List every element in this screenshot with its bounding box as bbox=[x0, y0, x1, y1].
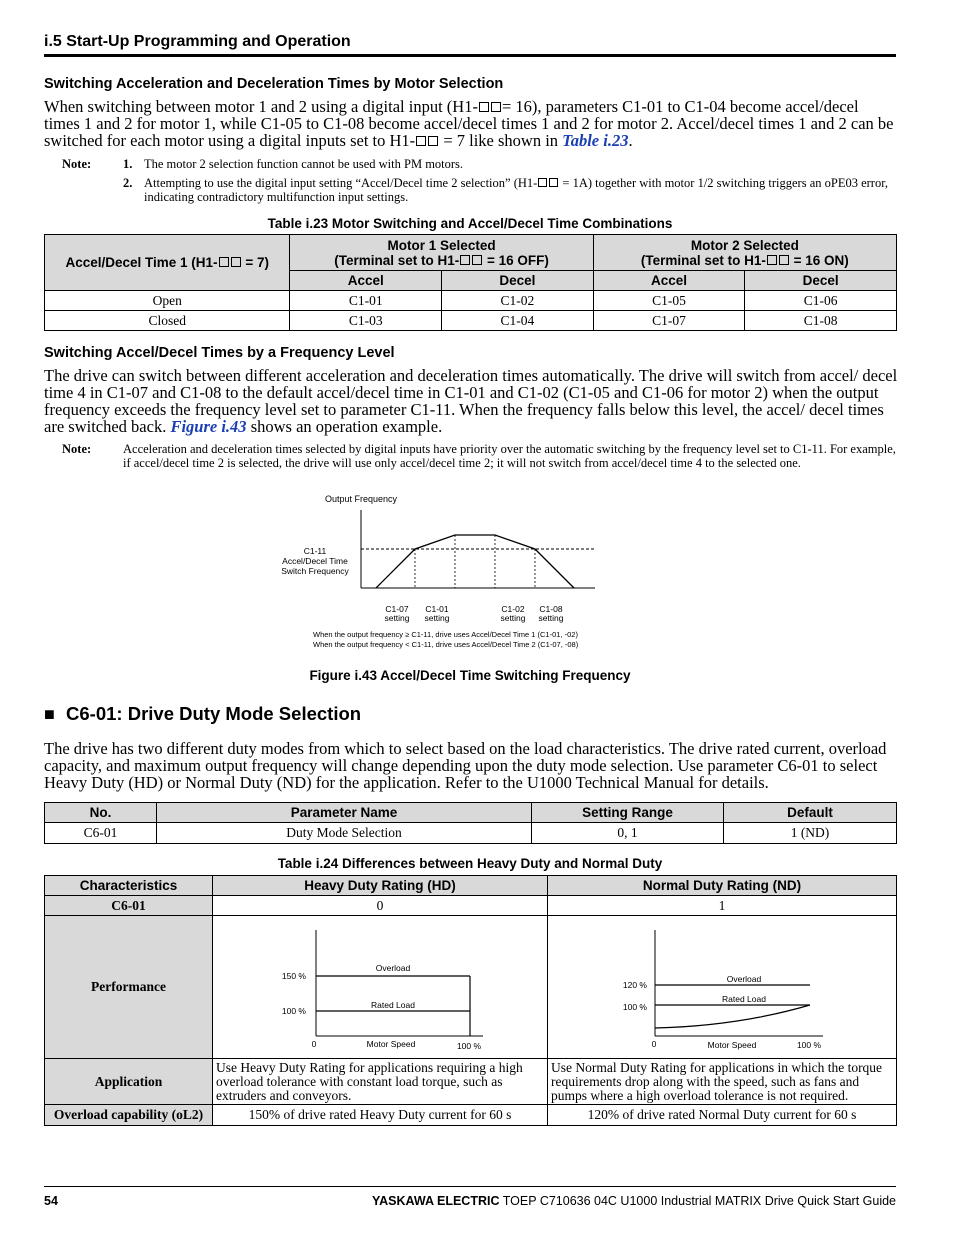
motor-switching-table bbox=[44, 234, 897, 331]
level-label: Switch Frequency bbox=[281, 566, 349, 576]
x-axis-label: Motor Speed bbox=[707, 1040, 757, 1050]
output-frequency-curve bbox=[376, 535, 574, 588]
table-header: Characteristics bbox=[45, 876, 213, 896]
y-tick-label: 120 % bbox=[622, 980, 647, 990]
table-cell: C6-01 bbox=[45, 823, 157, 844]
segment-label: setting bbox=[384, 613, 410, 623]
rated-load-label: Rated Load bbox=[722, 994, 766, 1004]
table-row bbox=[45, 1059, 897, 1105]
table-row bbox=[45, 291, 897, 311]
table-cell: C1-07 bbox=[593, 311, 745, 331]
table-header: Parameter Name bbox=[157, 803, 532, 823]
x-tick-label: 0 bbox=[651, 1039, 657, 1049]
x-axis-label: Motor Speed bbox=[366, 1039, 416, 1049]
paragraph-text: The drive can switch between different acceleration and deceleration times automatically. The drive will switch from accel/ decel time 4 in C1-07 and C1-08 to the default accel/decel time in C1-01 and C1-02 (C1-05 and C1-06 for motor 2) when the output frequency exceeds the frequency level set to parameter C1-11. When the frequency falls below this level, the accel/ decel times are switched back. bbox=[44, 366, 898, 436]
level-label: C1-11 bbox=[303, 546, 327, 556]
table-cell: 150% of drive rated Heavy Duty current for 60 s bbox=[213, 1105, 548, 1126]
table-cell: Duty Mode Selection bbox=[157, 823, 532, 844]
table-header: No. bbox=[45, 803, 157, 823]
table-subheader: Accel bbox=[593, 271, 745, 291]
table-cell: C1-06 bbox=[745, 291, 897, 311]
paragraph-text: = 16), parameters C1-01 to C1-04 become accel/decel times 1 and 2 for motor 1, while C1-05 to C1-08 become accel/decel times 1 and 2 for motor 2. Accel/decel times 1 and 2 can be switched for each motor using a digital inputs set to H1- bbox=[44, 97, 894, 150]
section-heading-duty-mode bbox=[44, 703, 361, 725]
footer-rule bbox=[44, 1186, 896, 1187]
section-header: i.5 Start-Up Programming and Operation bbox=[44, 33, 351, 50]
row-label: C6-01 bbox=[45, 896, 213, 916]
table-row bbox=[45, 1105, 897, 1126]
rated-load-label: Rated Load bbox=[371, 1000, 415, 1010]
table-subheader: Decel bbox=[442, 271, 594, 291]
table-caption: Table i.23 Motor Switching and Accel/Decel Time Combinations bbox=[267, 216, 673, 231]
placeholder-box-icon bbox=[549, 178, 558, 187]
x-tick-label: 0 bbox=[311, 1039, 317, 1049]
table-header: Setting Range bbox=[532, 803, 724, 823]
section-heading-frequency-level: Switching Accel/Decel Times by a Frequency Level bbox=[44, 345, 395, 361]
table-header-motor-1: Motor 1 Selected (Terminal set to H1- = 16 OFF) bbox=[290, 235, 593, 271]
segment-label: C1-02 bbox=[501, 604, 525, 614]
legend-line: When the output frequency ≥ C1-11, drive uses Accel/Decel Time 1 (C1-01, -02) bbox=[313, 630, 578, 639]
paragraph-frequency-level bbox=[44, 367, 898, 435]
table-cell: 1 bbox=[548, 896, 897, 916]
accel-decel-switching-diagram bbox=[270, 490, 670, 655]
x-tick-label: 100 % bbox=[456, 1041, 482, 1051]
placeholder-box-icon bbox=[479, 102, 489, 112]
row-label: Application bbox=[45, 1059, 213, 1105]
table-caption: Table i.24 Differences between Heavy Duty and Normal Duty bbox=[277, 856, 663, 871]
note-text: = 1A) together with motor 1/2 switching triggers an oPE03 error, indicating contradictory multifunction input settings. bbox=[144, 176, 889, 204]
page-number: 54 bbox=[44, 1194, 58, 1208]
table-subheader: Accel bbox=[290, 271, 442, 291]
table-row bbox=[45, 311, 897, 331]
table-cell: 0 bbox=[213, 896, 548, 916]
table-cell: Closed bbox=[45, 311, 290, 331]
paragraph-text: = 7 like shown in bbox=[439, 131, 563, 150]
table-header-accel-decel-time: Accel/Decel Time 1 (H1- = 7) bbox=[45, 235, 290, 291]
table-cell: Use Heavy Duty Rating for applications requiring a high overload tolerance with constant load torque, such as extruders and conveyors. bbox=[213, 1059, 548, 1105]
y-tick-label: 100 % bbox=[281, 1006, 307, 1016]
heavy-duty-graph bbox=[215, 916, 545, 1054]
duty-comparison-table bbox=[44, 875, 897, 1126]
square-bullet-icon: ■ bbox=[44, 704, 55, 724]
section-heading-motor-selection: Switching Acceleration and Deceleration Times by Motor Selection bbox=[44, 76, 504, 92]
segment-label: C1-01 bbox=[425, 604, 449, 614]
row-label: Overload capability (oL2) bbox=[45, 1105, 213, 1126]
table-cell: C1-05 bbox=[593, 291, 745, 311]
table-subheader: Decel bbox=[745, 271, 897, 291]
table-row bbox=[45, 823, 897, 844]
table-header: Default bbox=[724, 803, 897, 823]
table-header: Heavy Duty Rating (HD) bbox=[213, 876, 548, 896]
y-tick-label: 100 % bbox=[622, 1002, 647, 1012]
paragraph-text: When switching between motor 1 and 2 using a digital input (H1- bbox=[44, 97, 478, 116]
table-cell: 1 (ND) bbox=[724, 823, 897, 844]
legend-line: When the output frequency < C1-11, drive uses Accel/Decel Time 2 (C1-07, -08) bbox=[313, 640, 579, 649]
header-rule bbox=[44, 54, 896, 57]
x-tick-label: 100 % bbox=[796, 1040, 822, 1050]
note-number: 2. bbox=[123, 176, 133, 190]
note-2-text bbox=[144, 176, 898, 204]
note-text: Acceleration and deceleration times selected by digital inputs have priority over the automatic switching by the frequency level set to C1-11. For example, if accel/decel time 2 is selected, the drive will use only accel/decel time 2; it will not switch from accel/decel time 4 to the selected one. bbox=[123, 442, 896, 470]
overload-label: Overload bbox=[375, 963, 411, 973]
placeholder-box-icon bbox=[416, 136, 426, 146]
table-cell: Open bbox=[45, 291, 290, 311]
table-row bbox=[45, 916, 897, 1059]
segment-label: C1-07 bbox=[385, 604, 409, 614]
table-cell: Use Normal Duty Rating for applications in which the torque requirements drop along with the speed, such as fans and pumps where a high overload tolerance is not required. bbox=[548, 1059, 897, 1105]
table-cell: 120% of drive rated Normal Duty current for 60 s bbox=[548, 1105, 897, 1126]
table-header: Normal Duty Rating (ND) bbox=[548, 876, 897, 896]
table-row bbox=[45, 896, 897, 916]
table-cell: C1-01 bbox=[290, 291, 442, 311]
paragraph-motor-selection bbox=[44, 98, 898, 149]
note-1-text: The motor 2 selection function cannot be used with PM motors. bbox=[144, 157, 464, 171]
segment-label: setting bbox=[424, 613, 450, 623]
segment-label: C1-08 bbox=[539, 604, 563, 614]
placeholder-box-icon bbox=[538, 178, 547, 187]
hd-graph-cell bbox=[213, 916, 548, 1059]
nd-graph-cell bbox=[548, 916, 897, 1059]
placeholder-box-icon bbox=[491, 102, 501, 112]
segment-label: setting bbox=[500, 613, 526, 623]
figure-reference-link[interactable]: Figure i.43 bbox=[170, 417, 247, 436]
footer-doc: TOEP C710636 04C U1000 Industrial MATRIX Drive Quick Start Guide bbox=[499, 1194, 896, 1208]
note-label: Note: bbox=[62, 157, 92, 171]
table-reference-link[interactable]: Table i.23 bbox=[562, 131, 629, 150]
paragraph-text: . bbox=[628, 131, 633, 150]
normal-duty-graph bbox=[548, 916, 896, 1054]
table-cell: C1-02 bbox=[442, 291, 594, 311]
row-label: Performance bbox=[45, 916, 213, 1059]
placeholder-box-icon bbox=[428, 136, 438, 146]
torque-curve bbox=[655, 1005, 810, 1028]
section-title: C6-01: Drive Duty Mode Selection bbox=[66, 703, 362, 724]
footer-doc-title bbox=[372, 1194, 896, 1208]
note-label: Note: bbox=[62, 442, 92, 456]
y-tick-label: 150 % bbox=[281, 971, 307, 981]
y-axis-label: Output Frequency bbox=[324, 494, 398, 504]
figure-caption: Figure i.43 Accel/Decel Time Switching Frequency bbox=[309, 668, 631, 683]
paragraph-duty-mode: The drive has two different duty modes from which to select based on the load characteristics. The drive rated current, overload capacity, and maximum output frequency will change depending upon the duty mode selection. Use parameter C6-01 to select Heavy Duty (HD) or Normal Duty (ND) for the application. Refer to the U1000 Technical Manual for details. bbox=[44, 739, 887, 792]
parameter-table bbox=[44, 802, 897, 844]
note-number: 1. bbox=[123, 157, 133, 171]
paragraph-text: shows an operation example. bbox=[246, 417, 443, 436]
segment-label: setting bbox=[538, 613, 564, 623]
table-cell: C1-04 bbox=[442, 311, 594, 331]
footer-brand: YASKAWA ELECTRIC bbox=[371, 1194, 500, 1208]
level-label: Accel/Decel Time bbox=[282, 556, 348, 566]
table-header-motor-2: Motor 2 Selected (Terminal set to H1- = 16 ON) bbox=[593, 235, 896, 271]
table-cell: 0, 1 bbox=[532, 823, 724, 844]
note-text: Attempting to use the digital input setting “Accel/Decel time 2 selection” (H1- bbox=[144, 176, 538, 190]
overload-label: Overload bbox=[726, 974, 762, 984]
table-cell: C1-08 bbox=[745, 311, 897, 331]
table-cell: C1-03 bbox=[290, 311, 442, 331]
